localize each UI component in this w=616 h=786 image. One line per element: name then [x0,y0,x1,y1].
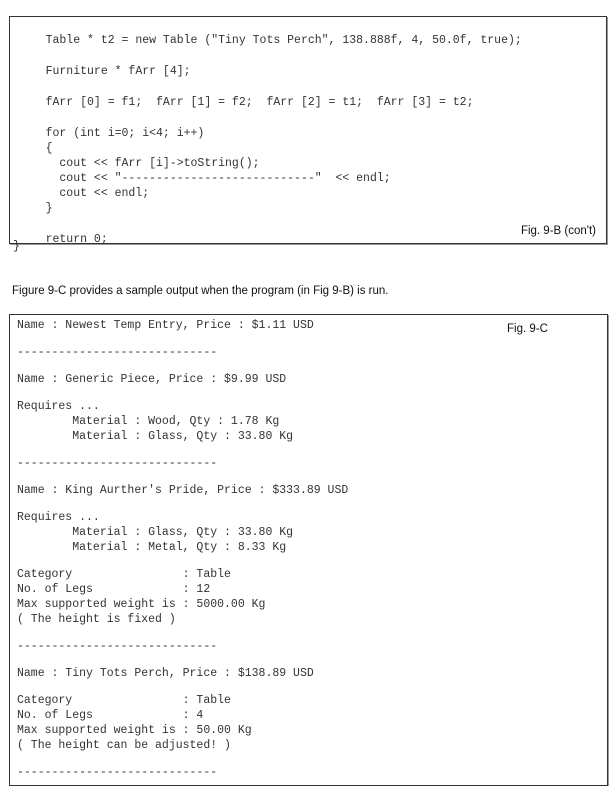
code-line: } [18,202,53,215]
code-line: Requires ... [17,400,100,413]
code-line: cout << "----------------------------" << endl; [18,172,391,185]
code-listing [18,33,522,247]
fig-9c-caption: Fig. 9-C [507,323,548,335]
blank-line [18,216,522,232]
blank-line [18,48,522,64]
fig-9c-output-box [9,314,608,786]
code-line: No. of Legs : 12 [17,583,211,596]
code-line: Material : Wood, Qty : 1.78 Kg [17,415,280,428]
code-line: ( The height can be adjusted! ) [17,739,231,752]
description-paragraph: Figure 9-C provides a sample output when the program (in Fig 9-B) is run. [12,285,389,297]
blank-line [17,555,348,567]
closing-brace: } [13,240,20,253]
blank-line [17,360,348,372]
blank-line [17,498,348,510]
code-line: Furniture * fArr [4]; [18,65,191,78]
blank-line [17,627,348,639]
blank-line [18,110,522,126]
code-line: Name : Newest Temp Entry, Price : $1.11 USD [17,319,314,332]
sample-output [17,318,348,780]
code-line: Category : Table [17,568,231,581]
code-line: ----------------------------- [17,346,218,359]
blank-line [17,471,348,483]
code-line: cout << fArr [i]->toString(); [18,157,260,170]
blank-line [17,654,348,666]
blank-line [17,753,348,765]
code-line: Material : Glass, Qty : 33.80 Kg [17,430,294,443]
code-line: Name : King Aurther's Pride, Price : $333.89 USD [17,484,349,497]
code-line: for (int i=0; i<4; i++) [18,127,205,140]
code-line: Name : Generic Piece, Price : $9.99 USD [17,373,287,386]
code-line: ----------------------------- [17,640,218,653]
code-line: Material : Metal, Qty : 8.33 Kg [17,541,287,554]
code-line: fArr [0] = f1; fArr [1] = f2; fArr [2] = t1; fArr [3] = t2; [18,96,474,109]
code-line: Material : Glass, Qty : 33.80 Kg [17,526,294,539]
code-line: Table * t2 = new Table ("Tiny Tots Perch", 138.888f, 4, 50.0f, true); [18,34,522,47]
code-line: Max supported weight is : 50.00 Kg [17,724,252,737]
code-line: Requires ... [17,511,100,524]
fig-9b-code-box [9,16,607,244]
code-line: No. of Legs : 4 [17,709,204,722]
blank-line [17,387,348,399]
code-line: cout << endl; [18,187,150,200]
code-line: { [18,142,53,155]
code-line: Name : Tiny Tots Perch, Price : $138.89 USD [17,667,314,680]
fig-9b-caption: Fig. 9-B (con't) [520,225,596,237]
blank-line [17,333,348,345]
code-line: Category : Table [17,694,231,707]
code-line: Max supported weight is : 5000.00 Kg [17,598,266,611]
code-line: ----------------------------- [17,766,218,779]
code-line: return 0; [18,233,108,246]
blank-line [17,681,348,693]
code-line: ( The height is fixed ) [17,613,176,626]
code-line: ----------------------------- [17,457,218,470]
blank-line [17,444,348,456]
blank-line [18,79,522,95]
